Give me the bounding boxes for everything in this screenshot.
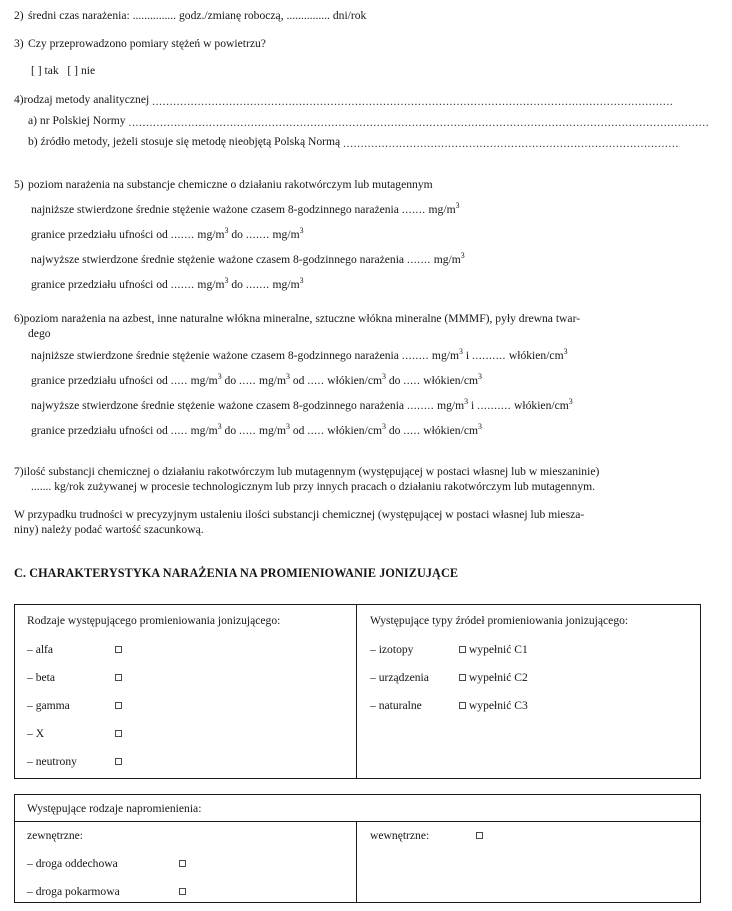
table-column-divider bbox=[356, 821, 357, 902]
internal-exposure-row[interactable] bbox=[370, 829, 483, 843]
option-label: – beta bbox=[27, 671, 56, 684]
blank-field[interactable]: ....... bbox=[401, 203, 426, 216]
unit-exponent: 3 bbox=[568, 397, 573, 407]
label-no: nie bbox=[80, 64, 96, 77]
unit: włókien/cm bbox=[423, 374, 478, 387]
checkbox-naturalne[interactable] bbox=[459, 702, 466, 709]
unit: mg/m bbox=[197, 278, 225, 291]
item-4b-label: b) źródło metody, jeżeli stosuje się metodę nieobjętą Polską Normą bbox=[28, 135, 341, 148]
blank-field[interactable]: ....... bbox=[170, 228, 195, 241]
option-label: – X bbox=[27, 727, 45, 740]
blank-field[interactable]: ....... bbox=[406, 253, 431, 266]
dotted-leader-4[interactable] bbox=[152, 95, 672, 107]
checkbox-droga-oddechowa[interactable] bbox=[179, 860, 186, 867]
item-text: Czy przeprowadzono pomiary stężeń w powietrzu? bbox=[28, 37, 266, 50]
blank-field[interactable]: ........ bbox=[406, 399, 435, 412]
blank-field[interactable]: .......... bbox=[471, 349, 506, 362]
option-label: – droga oddechowa bbox=[27, 857, 118, 870]
unit-exponent: 3 bbox=[286, 372, 290, 382]
item-7-line-2: ....... kg/rok zużywanej w procesie technologicznym lub przy innych pracach o działaniu rakotwórczym lub mutagennym. bbox=[31, 480, 596, 493]
item-5-line-2 bbox=[31, 227, 304, 242]
unit-exponent: 3 bbox=[224, 226, 229, 236]
measure-label: najniższe stwierdzone średnie stężenie ważone czasem 8-godzinnego narażenia bbox=[31, 203, 399, 216]
item-6-continuation: dego bbox=[28, 327, 51, 340]
unit-exponent: 3 bbox=[458, 347, 463, 357]
unit: mg/m bbox=[433, 253, 461, 266]
option-action-label: wypełnić C3 bbox=[468, 699, 528, 712]
table-header-divider bbox=[15, 821, 700, 822]
measure-label: najwyższe stwierdzone średnie stężenie ważone czasem 8-godzinnego narażenia bbox=[31, 399, 405, 412]
checkbox-x[interactable] bbox=[115, 730, 122, 737]
note-paragraph-line-2: niny) należy podać wartość szacunkową. bbox=[14, 523, 204, 536]
option-label: – alfa bbox=[27, 643, 54, 656]
blank-field[interactable]: ..... bbox=[170, 374, 188, 387]
blank-field[interactable]: ..... bbox=[403, 424, 421, 437]
unit: włókien/cm bbox=[327, 374, 382, 387]
unit-exponent: 3 bbox=[299, 276, 304, 286]
unit: mg/m bbox=[437, 399, 465, 412]
form-item-3 bbox=[14, 36, 704, 51]
item-4a-label: a) nr Polskiej Normy bbox=[28, 114, 126, 127]
connector: do bbox=[224, 424, 237, 437]
checkbox-beta[interactable] bbox=[115, 674, 122, 681]
option-label: – izotopy bbox=[370, 643, 414, 656]
measure-label: granice przedziału ufności od bbox=[31, 228, 168, 241]
option-row-naturalne[interactable] bbox=[370, 699, 528, 713]
unit-exponent: 3 bbox=[563, 347, 568, 357]
yes-no-choice-row bbox=[31, 64, 95, 78]
option-row-beta[interactable] bbox=[27, 671, 122, 685]
blank-field[interactable]: ....... bbox=[245, 228, 270, 241]
unit-exponent: 3 bbox=[299, 226, 304, 236]
blank-field[interactable]: ........ bbox=[401, 349, 430, 362]
checkbox-yes[interactable]: [ ] bbox=[31, 64, 42, 77]
measure-label: granice przedziału ufności od bbox=[31, 424, 168, 437]
exposure-routes-table bbox=[14, 794, 701, 903]
unit-exponent: 3 bbox=[382, 422, 386, 432]
option-row-alfa[interactable] bbox=[27, 643, 122, 657]
unit: włókien/cm bbox=[423, 424, 478, 437]
connector: od bbox=[292, 374, 305, 387]
internal-exposure-label: wewnętrzne: bbox=[370, 829, 430, 842]
checkbox-alfa[interactable] bbox=[115, 646, 122, 653]
unit: włókien/cm bbox=[327, 424, 382, 437]
option-row-x[interactable] bbox=[27, 727, 122, 741]
radiation-types-table bbox=[14, 604, 701, 779]
unit-exponent: 3 bbox=[286, 422, 290, 432]
dotted-leader-4a[interactable] bbox=[128, 116, 710, 128]
option-label: – naturalne bbox=[370, 699, 422, 712]
item-6-line-4 bbox=[31, 423, 482, 438]
checkbox-gamma[interactable] bbox=[115, 702, 122, 709]
radiation-types-header: Rodzaje występującego promieniowania jonizującego: bbox=[27, 614, 281, 627]
item-text: rodzaj metody analitycznej bbox=[23, 93, 150, 106]
blank-field[interactable]: ....... bbox=[245, 278, 270, 291]
measure-label: granice przedziału ufności od bbox=[31, 374, 168, 387]
item-marker: 3) bbox=[14, 37, 24, 50]
option-row-urzadzenia[interactable] bbox=[370, 671, 528, 685]
form-item-6 bbox=[14, 312, 580, 326]
unit-exponent: 3 bbox=[464, 397, 469, 407]
dotted-leader-4b[interactable] bbox=[343, 137, 680, 149]
option-label: – gamma bbox=[27, 699, 70, 712]
exposure-routes-header: Występujące rodzaje napromienienia: bbox=[27, 802, 202, 815]
item-marker: 7) bbox=[14, 465, 24, 478]
option-row-droga-pokarmowa[interactable] bbox=[27, 885, 186, 899]
form-item-4b bbox=[28, 135, 680, 149]
connector: od bbox=[292, 424, 305, 437]
unit: mg/m bbox=[197, 228, 225, 241]
unit-exponent: 3 bbox=[224, 276, 229, 286]
item-text: średni czas narażenia: ............... godz./zmianę roboczą, ............... dni/rok bbox=[28, 9, 367, 22]
external-exposure-label: zewnętrzne: bbox=[27, 829, 83, 842]
blank-field[interactable]: ..... bbox=[307, 374, 325, 387]
blank-field[interactable]: .......... bbox=[477, 399, 512, 412]
connector: do bbox=[231, 228, 243, 241]
measure-label: najniższe stwierdzone średnie stężenie ważone czasem 8-godzinnego narażenia bbox=[31, 349, 399, 362]
item-6-line-2 bbox=[31, 373, 482, 388]
connector: i bbox=[465, 349, 470, 362]
blank-field[interactable]: ..... bbox=[307, 424, 325, 437]
form-item-5 bbox=[14, 177, 704, 192]
item-text: poziom narażenia na substancje chemiczne o działaniu rakotwórczym lub mutagennym bbox=[28, 178, 433, 191]
blank-field[interactable]: ....... bbox=[170, 278, 195, 291]
checkbox-droga-pokarmowa[interactable] bbox=[179, 888, 186, 895]
unit-exponent: 3 bbox=[217, 422, 222, 432]
connector: i bbox=[470, 399, 475, 412]
connector: do bbox=[388, 424, 401, 437]
source-types-header: Występujące typy źródeł promieniowania jonizującego: bbox=[370, 614, 629, 627]
item-6-line-1 bbox=[31, 348, 568, 363]
unit: włókien/cm bbox=[508, 349, 564, 362]
option-action-label: wypełnić C2 bbox=[468, 671, 528, 684]
option-label: – urządzenia bbox=[370, 671, 429, 684]
form-item-4a bbox=[28, 114, 710, 128]
unit: włókien/cm bbox=[514, 399, 569, 412]
measure-label: najwyższe stwierdzone średnie stężenie ważone czasem 8-godzinnego narażenia bbox=[31, 253, 405, 266]
item-text: poziom narażenia na azbest, inne naturalne włókna mineralne, sztuczne włókna mineralne (MMMF), pyły drewna twar- bbox=[23, 312, 581, 325]
blank-field[interactable]: ..... bbox=[403, 374, 421, 387]
item-5-line-4 bbox=[31, 277, 304, 292]
form-item-2 bbox=[14, 8, 704, 23]
unit-exponent: 3 bbox=[382, 372, 386, 382]
note-paragraph-line-1: W przypadku trudności w precyzyjnym ustaleniu ilości substancji chemicznej (występującej w postaci własnej lub miesza- bbox=[14, 508, 585, 521]
checkbox-wewnetrzne[interactable] bbox=[476, 832, 483, 839]
label-yes: tak bbox=[44, 64, 59, 77]
section-c-heading: C. CHARAKTERYSTYKA NARAŻENIA NA PROMIENIOWANIE JONIZUJĄCE bbox=[14, 566, 459, 580]
measure-label: granice przedziału ufności od bbox=[31, 278, 168, 291]
unit: mg/m bbox=[428, 203, 456, 216]
blank-field[interactable]: ..... bbox=[239, 374, 257, 387]
item-6-line-3 bbox=[31, 398, 573, 413]
option-action-label: wypełnić C1 bbox=[468, 643, 528, 656]
item-marker: 2) bbox=[14, 9, 24, 22]
connector: do bbox=[388, 374, 401, 387]
blank-field[interactable]: ..... bbox=[239, 424, 257, 437]
option-row-gamma[interactable] bbox=[27, 699, 122, 713]
checkbox-izotopy[interactable] bbox=[459, 646, 466, 653]
connector: do bbox=[224, 374, 237, 387]
form-item-4 bbox=[14, 93, 704, 107]
unit-exponent: 3 bbox=[217, 372, 222, 382]
item-marker: 6) bbox=[14, 312, 24, 325]
unit: mg/m bbox=[272, 228, 300, 241]
item-marker: 4) bbox=[14, 93, 24, 106]
option-label: – droga pokarmowa bbox=[27, 885, 120, 898]
option-label: – neutrony bbox=[27, 755, 77, 768]
unit: mg/m bbox=[190, 424, 218, 437]
table-column-divider bbox=[356, 605, 357, 778]
unit: mg/m bbox=[272, 278, 300, 291]
checkbox-no[interactable]: [ ] bbox=[67, 64, 79, 77]
option-row-droga-oddechowa[interactable] bbox=[27, 857, 186, 871]
unit-exponent: 3 bbox=[460, 251, 465, 261]
unit: mg/m bbox=[258, 424, 286, 437]
unit-exponent: 3 bbox=[478, 422, 482, 432]
unit-exponent: 3 bbox=[455, 201, 460, 211]
unit: mg/m bbox=[431, 349, 459, 362]
item-marker: 5) bbox=[14, 178, 24, 191]
unit: mg/m bbox=[258, 374, 286, 387]
item-5-line-3 bbox=[31, 252, 465, 267]
blank-field[interactable]: ..... bbox=[170, 424, 188, 437]
checkbox-neutrony[interactable] bbox=[115, 758, 122, 765]
form-item-7 bbox=[14, 465, 599, 479]
connector: do bbox=[231, 278, 243, 291]
option-row-izotopy[interactable] bbox=[370, 643, 528, 657]
item-5-line-1 bbox=[31, 202, 460, 217]
item-text: ilość substancji chemicznej o działaniu rakotwórczym lub mutagennym (występującej w postaci własnej lub w mieszaninie) bbox=[23, 465, 600, 478]
option-row-neutrony[interactable] bbox=[27, 755, 122, 769]
unit-exponent: 3 bbox=[478, 372, 482, 382]
checkbox-urzadzenia[interactable] bbox=[459, 674, 466, 681]
unit: mg/m bbox=[190, 374, 218, 387]
